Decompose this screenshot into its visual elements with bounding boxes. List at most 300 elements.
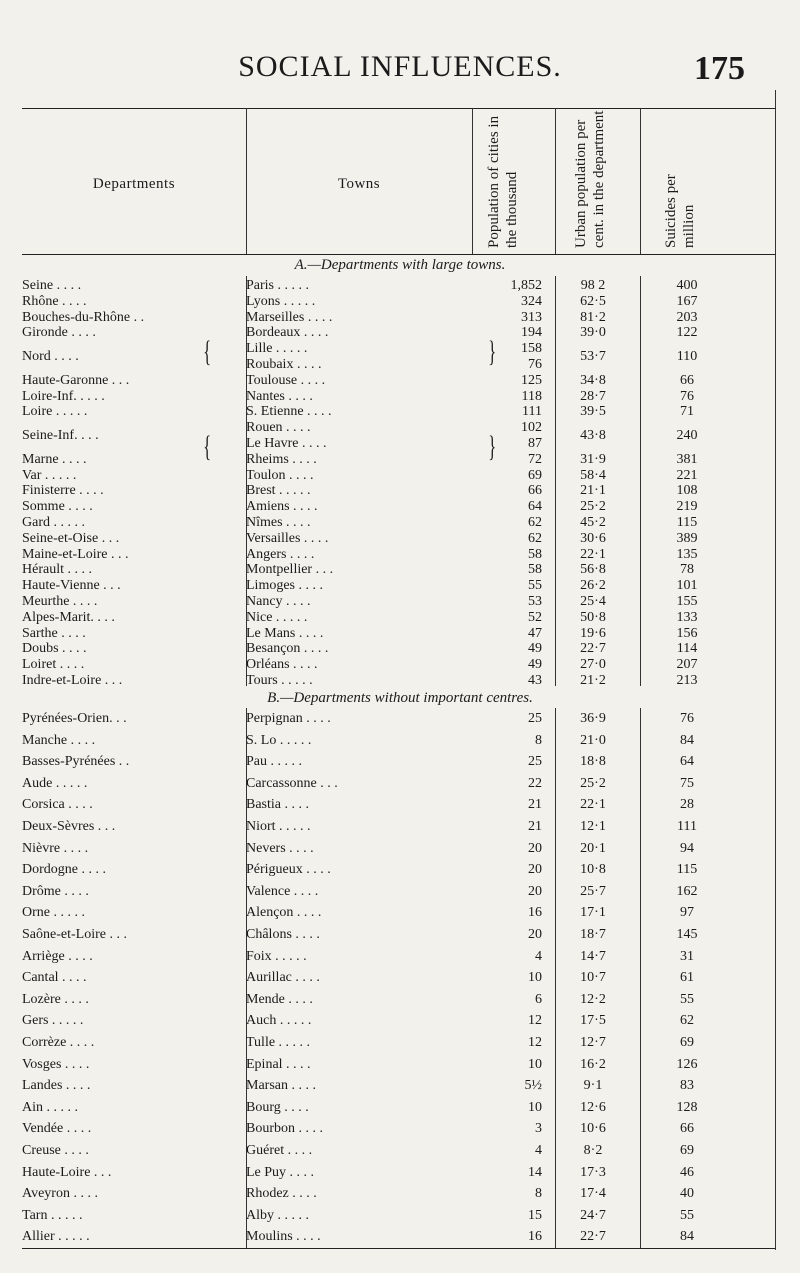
department-cell: Gard . . . . .	[22, 515, 85, 530]
town-cell: Toulon . . . .	[246, 467, 314, 483]
urban-cell: 22·1	[580, 546, 606, 562]
town-cell: Paris . . . . .	[246, 278, 309, 293]
town-cell: Limoges . . . .	[246, 578, 323, 594]
town-cell: Alençon . . . .	[246, 905, 322, 921]
suicides-cell: 135	[676, 546, 698, 562]
table-row	[22, 515, 775, 531]
town-cell: Montpellier . . .	[246, 562, 334, 578]
suicides-cell: 55	[680, 1207, 694, 1223]
population-cell: 6	[535, 991, 542, 1007]
section-b-title: B.—Departments without important centres.	[267, 690, 533, 706]
population-cell: 118	[521, 388, 542, 404]
urban-cell: 8·2	[583, 1143, 603, 1158]
suicides-cell: 64	[680, 754, 694, 770]
department-cell: Haute-Garonne . . .	[22, 372, 130, 388]
population-cell: 20	[528, 862, 542, 878]
suicides-cell: 84	[680, 732, 694, 748]
urban-cell: 16·2	[580, 1056, 606, 1072]
population-cell: 12	[528, 1013, 542, 1029]
suicides-cell: 156	[676, 625, 698, 641]
town-cell: Aurillac . . . .	[246, 970, 320, 986]
department-cell: Var . . . . .	[22, 467, 77, 483]
population-cell: 49	[528, 657, 542, 673]
table-row	[22, 452, 775, 468]
department-cell: Basses-Pyrénées . .	[22, 754, 130, 770]
department-cell: Alpes-Marit. . . .	[22, 609, 115, 625]
table-row	[22, 483, 775, 499]
table-row	[22, 499, 775, 515]
population-cell: 62	[528, 530, 542, 546]
population-cell: 8	[535, 1186, 542, 1202]
table-row	[22, 389, 775, 405]
department-cell: Corsica . . . .	[22, 797, 93, 813]
table-row	[22, 373, 775, 389]
population-cell: 20	[528, 927, 542, 942]
suicides-cell: 97	[680, 905, 694, 921]
population-cell: 47	[528, 625, 542, 641]
suicides-cell: 75	[680, 775, 694, 791]
table-row	[22, 1186, 775, 1202]
suicides-cell: 221	[676, 467, 698, 483]
urban-cell: 14·7	[580, 948, 606, 964]
brace-nord-urban: }	[488, 335, 497, 368]
table-row	[22, 578, 775, 594]
department-cell: Sarthe . . . .	[22, 625, 86, 641]
department-cell: Seine-et-Oise . . .	[22, 530, 120, 546]
urban-cell: 18·8	[580, 754, 606, 770]
population-cell: 12	[528, 1035, 542, 1050]
population-cell: 8	[535, 732, 542, 748]
table-row	[22, 1208, 775, 1224]
header-towns: Towns	[337, 176, 381, 192]
population-cell: 1,852	[510, 278, 542, 293]
department-cell: Ain . . . . .	[22, 1099, 78, 1115]
department-cell: Saône-et-Loire . . .	[22, 927, 127, 942]
col-rule-suicides-header	[640, 108, 641, 254]
department-cell: Hérault . . . .	[22, 562, 92, 578]
population-cell: 76	[528, 357, 542, 372]
suicides-cell: 126	[676, 1056, 698, 1072]
suicides-cell: 94	[680, 840, 694, 856]
town-cell: Rheims . . . .	[246, 451, 317, 467]
town-cell: Brest . . . . .	[246, 483, 311, 499]
table-row	[22, 1100, 775, 1116]
department-cell: Finisterre . . . .	[22, 483, 104, 499]
table-row	[22, 610, 775, 626]
table-row	[22, 1229, 775, 1245]
population-cell: 25	[528, 711, 542, 726]
town-cell: Mende . . . .	[246, 991, 313, 1007]
population-cell: 49	[528, 641, 542, 657]
urban-cell: 17·1	[580, 905, 606, 921]
table-row	[22, 841, 775, 857]
suicides-cell: 203	[676, 309, 698, 325]
town-cell: Bourbon . . . .	[246, 1121, 323, 1137]
population-cell: 21	[528, 819, 542, 834]
table-row	[22, 862, 775, 878]
suicides-cell: 167	[676, 293, 698, 309]
department-cell: Deux-Sèvres . . .	[22, 819, 116, 834]
town-cell: Angers . . . .	[246, 546, 315, 562]
population-cell: 3	[535, 1121, 542, 1137]
population-cell: 43	[528, 673, 542, 688]
department-cell: Loiret . . . .	[22, 657, 85, 673]
town-cell: Nevers . . . .	[246, 840, 314, 856]
col-rule-pop-header	[472, 108, 473, 254]
department-cell: Manche . . . .	[22, 732, 96, 748]
brace-seine-inf-urban: }	[488, 430, 497, 463]
department-cell: Arriège . . . .	[22, 948, 93, 964]
suicides-cell: 381	[676, 451, 698, 467]
suicides-cell: 114	[676, 641, 698, 657]
department-cell: Indre-et-Loire . . .	[22, 673, 123, 688]
urban-cell: 20·1	[580, 840, 606, 856]
urban-cell: 39·0	[580, 325, 606, 341]
urban-cell: 34·8	[580, 372, 606, 388]
table-row	[22, 711, 775, 727]
population-cell: 4	[535, 948, 542, 964]
header-urban: Urban population per cent. in the department	[573, 110, 607, 248]
town-cell: Niort . . . . .	[246, 819, 311, 834]
urban-cell: 39·5	[580, 404, 606, 420]
table-bottom-rule	[22, 1248, 775, 1249]
table-row	[22, 404, 775, 420]
population-cell: 125	[521, 372, 542, 388]
department-cell: Vosges . . . .	[22, 1056, 90, 1072]
running-head	[0, 50, 800, 90]
suicides-cell: 240	[676, 428, 698, 444]
table-row	[22, 733, 775, 749]
department-cell: Loire . . . . .	[22, 404, 88, 420]
department-cell: Dordogne . . . .	[22, 862, 106, 878]
table-row	[22, 357, 775, 373]
department-cell: Landes . . . .	[22, 1078, 91, 1094]
col-rule-towns-header	[246, 108, 247, 254]
table-row	[22, 1057, 775, 1073]
section-a-title: A.—Departments with large towns.	[294, 257, 506, 273]
suicides-cell: 128	[676, 1099, 698, 1115]
suicides-cell: 31	[680, 948, 694, 964]
suicides-cell: 66	[680, 1121, 694, 1137]
town-cell: Valence . . . .	[246, 883, 319, 899]
town-cell: Guéret . . . .	[246, 1143, 313, 1158]
header-suicides: Suicides per million	[663, 174, 697, 248]
table-row	[22, 436, 775, 452]
suicides-cell: 133	[676, 609, 698, 625]
town-cell: Lille . . . . .	[246, 341, 308, 357]
department-cell: Doubs . . . .	[22, 641, 87, 657]
town-cell: Toulouse . . . .	[246, 372, 326, 388]
table-row	[22, 673, 775, 689]
urban-cell: 98 2	[580, 278, 606, 293]
department-cell: Marne . . . .	[22, 451, 87, 467]
town-cell: Nantes . . . .	[246, 388, 313, 404]
urban-cell: 30·6	[580, 530, 606, 546]
urban-cell: 21·1	[580, 483, 606, 499]
population-cell: 55	[528, 578, 542, 594]
population-cell: 15	[528, 1207, 542, 1223]
town-cell: Perpignan . . . .	[246, 711, 331, 726]
suicides-cell: 55	[680, 991, 694, 1007]
suicides-cell: 389	[676, 530, 698, 546]
suicides-cell: 76	[680, 711, 694, 726]
table-row	[22, 468, 775, 484]
table-row	[22, 927, 775, 943]
department-cell: Corrèze . . . .	[22, 1035, 95, 1050]
population-cell: 10	[528, 1099, 542, 1115]
population-cell: 21	[528, 797, 542, 813]
table-row	[22, 310, 775, 326]
population-cell: 111	[522, 404, 542, 420]
department-cell: Cantal . . . .	[22, 970, 87, 986]
town-cell: Rhodez . . . .	[246, 1186, 317, 1202]
town-cell: Auch . . . . .	[246, 1013, 312, 1029]
town-cell: Châlons . . . .	[246, 927, 320, 942]
suicides-cell: 61	[680, 970, 694, 986]
suicides-cell: 110	[676, 349, 698, 365]
department-cell: Meurthe . . . .	[22, 594, 98, 609]
town-cell: Tours . . . . .	[246, 673, 313, 688]
table-row	[22, 1013, 775, 1029]
suicides-cell: 46	[680, 1164, 694, 1180]
suicides-cell: 71	[680, 404, 694, 420]
table-row	[22, 294, 775, 310]
table-row	[22, 278, 775, 294]
suicides-cell: 69	[680, 1143, 694, 1158]
table-row	[22, 1165, 775, 1181]
town-cell: Nîmes . . . .	[246, 515, 311, 530]
town-cell: Le Puy . . . .	[246, 1164, 315, 1180]
urban-cell: 17·4	[580, 1186, 606, 1202]
col-rule-urban-header	[555, 108, 556, 254]
population-cell: 5½	[524, 1078, 542, 1094]
urban-cell: 18·7	[580, 927, 606, 942]
population-cell: 16	[528, 1229, 542, 1245]
department-cell: Gers . . . . .	[22, 1013, 84, 1029]
urban-cell: 12·2	[580, 991, 606, 1007]
urban-cell: 24·7	[580, 1207, 606, 1223]
urban-cell: 45·2	[580, 515, 606, 530]
town-cell: Marseilles . . . .	[246, 309, 333, 325]
table-row	[22, 657, 775, 673]
suicides-cell: 162	[676, 883, 698, 899]
table-row	[22, 325, 775, 341]
table-row	[22, 547, 775, 563]
urban-cell: 12·6	[580, 1099, 606, 1115]
department-cell: Rhône . . . .	[22, 293, 87, 309]
suicides-cell: 213	[676, 673, 698, 688]
department-cell: Nord . . . .	[22, 349, 79, 365]
population-cell: 20	[528, 840, 542, 856]
town-cell: Epinal . . . .	[246, 1056, 311, 1072]
urban-cell: 21·2	[580, 673, 606, 688]
urban-cell: 12·1	[580, 819, 606, 834]
town-cell: Carcassonne . . .	[246, 775, 338, 791]
town-cell: S. Etienne . . . .	[246, 404, 332, 420]
population-cell: 53	[528, 594, 542, 609]
urban-cell: 27·0	[580, 657, 606, 673]
department-cell: Bouches-du-Rhône . .	[22, 309, 145, 325]
population-cell: 52	[528, 609, 542, 625]
town-cell: Rouen . . . .	[246, 420, 311, 436]
header-population: Population of cities in the thousand	[486, 115, 520, 248]
table-row	[22, 641, 775, 657]
header-departments: Departments	[92, 176, 176, 192]
population-cell: 10	[528, 1056, 542, 1072]
department-cell: Aude . . . . .	[22, 775, 88, 791]
population-cell: 158	[521, 341, 542, 357]
population-cell: 313	[521, 309, 542, 325]
table-row	[22, 1121, 775, 1137]
suicides-cell: 101	[676, 578, 698, 594]
department-cell: Creuse . . . .	[22, 1143, 89, 1158]
urban-cell: 31·9	[580, 451, 606, 467]
town-cell: Versailles . . . .	[246, 530, 329, 546]
population-cell: 20	[528, 883, 542, 899]
table-row	[22, 776, 775, 792]
suicides-cell: 122	[676, 325, 698, 341]
population-cell: 62	[528, 515, 542, 530]
department-cell: Nièvre . . . .	[22, 840, 89, 856]
urban-cell: 56·8	[580, 562, 606, 578]
department-cell: Somme . . . .	[22, 499, 93, 515]
town-cell: Pau . . . . .	[246, 754, 302, 770]
town-cell: Bourg . . . .	[246, 1099, 309, 1115]
urban-cell: 9·1	[583, 1078, 603, 1094]
department-cell: Aveyron . . . .	[22, 1186, 98, 1202]
town-cell: Tulle . . . . .	[246, 1035, 311, 1050]
table-row	[22, 594, 775, 610]
population-cell: 25	[528, 754, 542, 770]
population-cell: 72	[528, 451, 542, 467]
table-row	[22, 562, 775, 578]
department-cell: Pyrénées-Orien. . .	[22, 711, 127, 726]
urban-cell: 22·7	[580, 641, 606, 657]
department-cell: Haute-Loire . . .	[22, 1164, 112, 1180]
table-row	[22, 905, 775, 921]
town-cell: Le Mans . . . .	[246, 625, 324, 641]
suicides-cell: 62	[680, 1013, 694, 1029]
population-cell: 87	[528, 436, 542, 451]
suicides-cell: 155	[676, 594, 698, 609]
table-row	[22, 531, 775, 547]
department-cell: Allier . . . . .	[22, 1229, 90, 1245]
population-cell: 324	[521, 293, 542, 309]
town-cell: Marsan . . . .	[246, 1078, 316, 1094]
page-number: 175	[694, 50, 745, 87]
department-cell: Lozère . . . .	[22, 991, 89, 1007]
urban-cell: 53·7	[580, 349, 606, 365]
table-row	[22, 1143, 775, 1159]
department-cell: Gironde . . . .	[22, 325, 96, 341]
population-cell: 194	[521, 325, 542, 341]
brace-seine-inf: {	[203, 430, 212, 463]
running-head-title: SOCIAL INFLUENCES.	[238, 50, 562, 83]
population-cell: 69	[528, 467, 542, 483]
town-cell: Périgueux . . . .	[246, 862, 331, 878]
town-cell: Amiens . . . .	[246, 499, 318, 515]
table-row	[22, 992, 775, 1008]
town-cell: Orléans . . . .	[246, 657, 318, 673]
table-row	[22, 884, 775, 900]
urban-cell: 22·7	[580, 1229, 606, 1245]
population-cell: 102	[521, 420, 542, 436]
suicides-cell: 219	[676, 499, 698, 515]
population-cell: 58	[528, 562, 542, 578]
department-cell: Seine . . . .	[22, 278, 82, 293]
town-cell: Nancy . . . .	[246, 594, 311, 609]
suicides-cell: 28	[680, 797, 694, 813]
department-cell: Tarn . . . . .	[22, 1207, 83, 1223]
department-cell: Haute-Vienne . . .	[22, 578, 121, 594]
urban-cell: 26·2	[580, 578, 606, 594]
population-cell: 16	[528, 905, 542, 921]
table-row	[22, 1078, 775, 1094]
population-cell: 58	[528, 546, 542, 562]
table-row	[22, 754, 775, 770]
urban-cell: 21·0	[580, 732, 606, 748]
header-bottom-rule	[22, 254, 775, 255]
suicides-cell: 40	[680, 1186, 694, 1202]
urban-cell: 25·4	[580, 594, 606, 609]
urban-cell: 22·1	[580, 797, 606, 813]
table-row	[22, 949, 775, 965]
population-cell: 10	[528, 970, 542, 986]
table-row	[22, 797, 775, 813]
department-cell: Vendée . . . .	[22, 1121, 92, 1137]
department-cell: Drôme . . . .	[22, 883, 89, 899]
suicides-cell: 69	[680, 1035, 694, 1050]
urban-cell: 58·4	[580, 467, 606, 483]
table-row	[22, 819, 775, 835]
urban-cell: 10·7	[580, 970, 606, 986]
suicides-cell: 400	[676, 278, 698, 293]
town-cell: S. Lo . . . . .	[246, 732, 312, 748]
town-cell: Bastia . . . .	[246, 797, 309, 813]
urban-cell: 10·8	[580, 862, 606, 878]
urban-cell: 10·6	[580, 1121, 606, 1137]
suicides-cell: 76	[680, 388, 694, 404]
town-cell: Alby . . . . .	[246, 1207, 309, 1223]
town-cell: Bordeaux . . . .	[246, 325, 329, 341]
suicides-cell: 111	[677, 819, 697, 834]
department-cell: Maine-et-Loire . . .	[22, 546, 129, 562]
population-cell: 14	[528, 1164, 542, 1180]
urban-cell: 17·5	[580, 1013, 606, 1029]
department-cell: Seine-Inf. . . .	[22, 428, 99, 444]
town-cell: Lyons . . . . .	[246, 293, 316, 309]
population-cell: 4	[535, 1143, 542, 1158]
urban-cell: 17·3	[580, 1164, 606, 1180]
town-cell: Besançon . . . .	[246, 641, 329, 657]
suicides-cell: 84	[680, 1229, 694, 1245]
suicides-cell: 78	[680, 562, 694, 578]
population-cell: 64	[528, 499, 542, 515]
table-row	[22, 1035, 775, 1051]
suicides-cell: 207	[676, 657, 698, 673]
suicides-cell: 108	[676, 483, 698, 499]
suicides-cell: 83	[680, 1078, 694, 1094]
urban-cell: 50·8	[580, 609, 606, 625]
department-cell: Orne . . . . .	[22, 905, 85, 921]
urban-cell: 28·7	[580, 388, 606, 404]
suicides-cell: 145	[676, 927, 698, 942]
town-cell: Moulins . . . .	[246, 1229, 321, 1245]
urban-cell: 25·2	[580, 775, 606, 791]
suicides-cell: 66	[680, 372, 694, 388]
suicides-cell: 115	[676, 862, 698, 878]
urban-cell: 62·5	[580, 293, 606, 309]
